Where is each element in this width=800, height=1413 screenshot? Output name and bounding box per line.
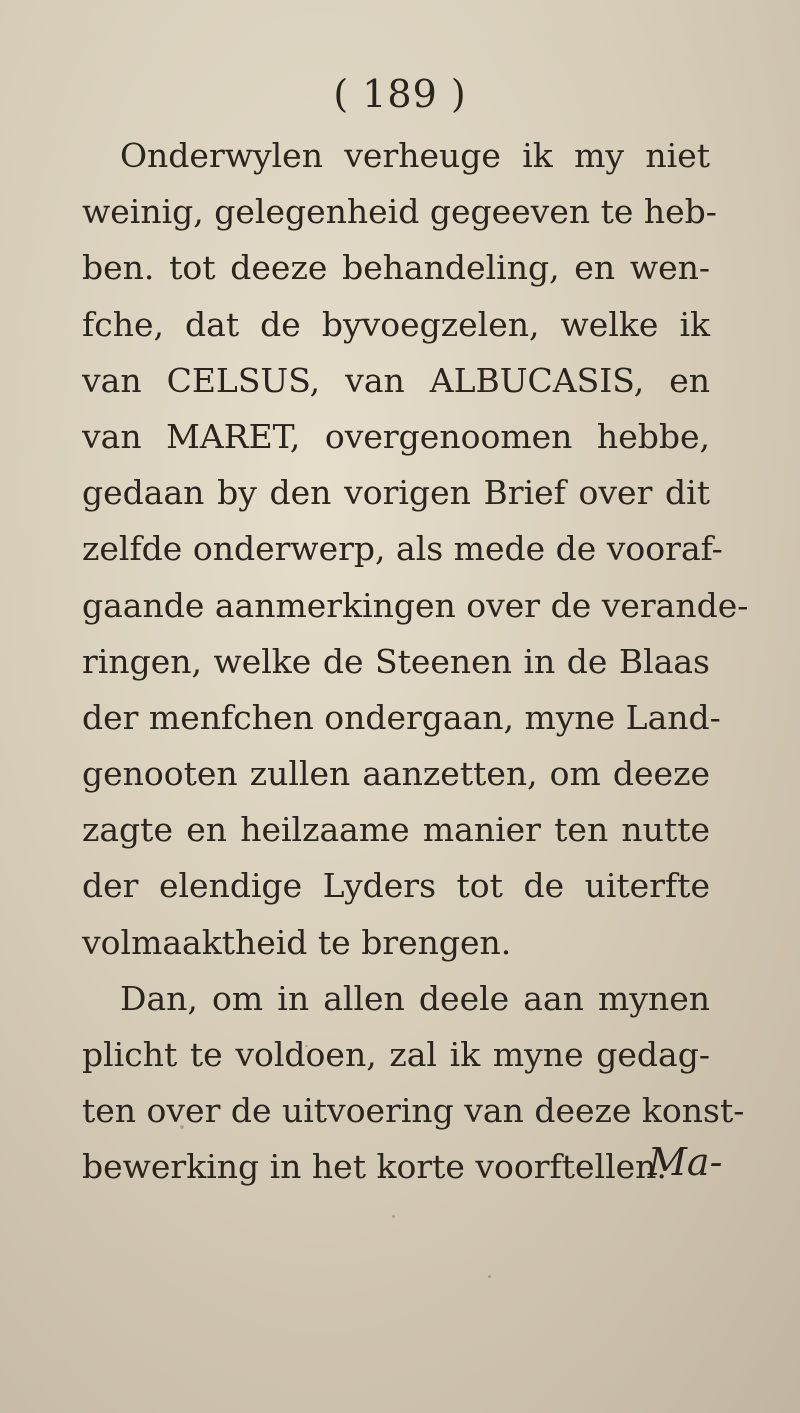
text-line: bewerking in het korte voorftellen. [82, 1147, 667, 1187]
text-line: van MARET, overgenoomen hebbe, [82, 416, 710, 456]
text-line: ben. tot deeze behandeling, en wen- [82, 248, 710, 288]
text-line: fche, dat de byvoegzelen, welke ik [82, 304, 710, 344]
page-number: ( 189 ) [333, 72, 467, 116]
body-text [82, 128, 749, 1196]
text-line: der elendige Lyders tot de uiterfte [82, 866, 710, 906]
text-line: Onderwylen verheuge ik my niet [120, 136, 710, 175]
text-line: zelfde onderwerp, als mede de vooraf- [82, 529, 723, 569]
text-line: plicht te voldoen, zal ik myne gedag- [82, 1035, 710, 1074]
paper-speck [305, 1045, 308, 1047]
text-line: gaande aanmerkingen over de verande- [82, 585, 749, 625]
text-line: der menfchen ondergaan, myne Land- [82, 697, 721, 737]
text-line: ten over de uitvoering van deeze konst- [82, 1091, 745, 1131]
text-line: zagte en heilzaame manier ten nutte [82, 810, 710, 850]
paper-speck [180, 1125, 184, 1129]
text-line: weinig, gelegenheid gegeeven te heb- [82, 192, 717, 232]
text-line: ringen, welke de Steenen in de Blaas [82, 641, 710, 681]
text-line: Dan, om in allen deele aan mynen [120, 978, 710, 1018]
text-line: genooten zullen aanzetten, om deeze [82, 754, 710, 794]
paper-speck [488, 1275, 491, 1278]
text-line: gedaan by den vorigen Brief over dit [82, 473, 710, 513]
text-line: van CELSUS, van ALBUCASIS, en [82, 360, 710, 400]
text-line: volmaaktheid te brengen. [82, 922, 512, 962]
paper-speck [392, 1215, 395, 1218]
catchword: Ma- [648, 1140, 723, 1184]
